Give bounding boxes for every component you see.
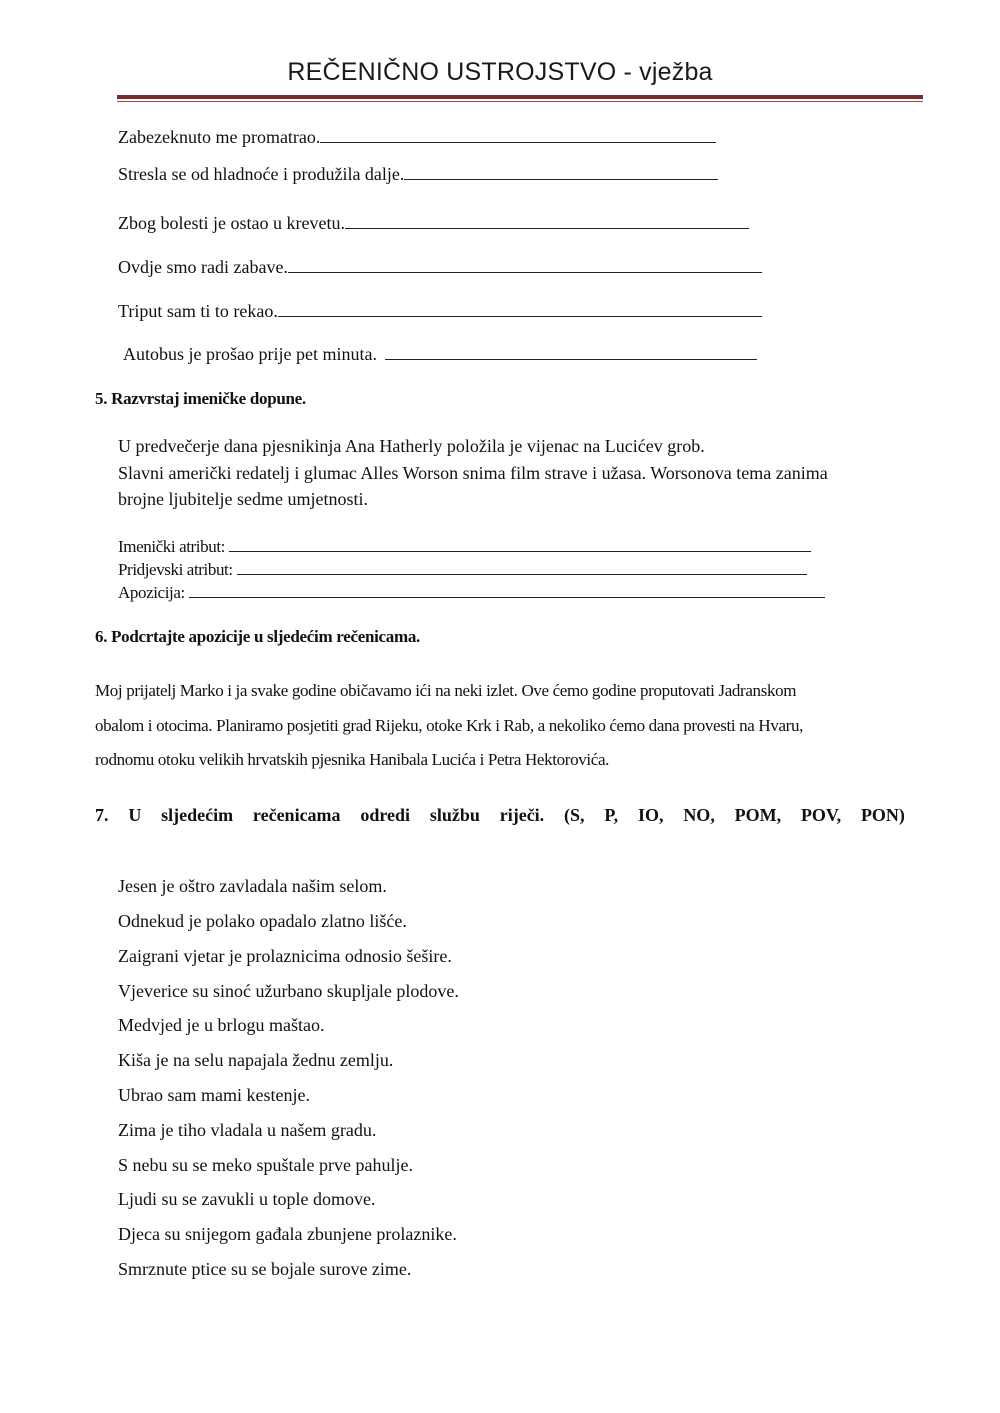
exercise-sentence: Autobus je prošao prije pet minuta. <box>123 344 377 364</box>
answer-line-pridjevski <box>118 558 807 581</box>
sentence: Vjeverice su sinoć užurbano skupljale plodove. <box>118 981 459 1001</box>
sentence: Smrznute ptice su se bojale surove zime. <box>118 1259 412 1279</box>
answer-label: Imenički atribut: <box>118 537 225 556</box>
exercise-sentence: Stresla se od hladnoće i produžila dalje. <box>118 164 405 184</box>
sentence: Odnekud je polako opadalo zlatno lišće. <box>118 911 407 931</box>
answer-blank[interactable] <box>278 300 762 317</box>
sentence: Jesen je oštro zavladala našim selom. <box>118 876 387 896</box>
heading-word: IO, <box>637 805 664 825</box>
text-line: rodnomu otoku velikih hrvatskih pjesnika Hanibala Lucića i Petra Hektorovića. <box>95 750 610 769</box>
heading-word: P, <box>604 805 619 825</box>
exercise-line <box>118 212 749 234</box>
title-rule <box>117 95 923 99</box>
section-5-text <box>118 433 928 513</box>
section-5-heading: 5. Razvrstaj imeničke dopune. <box>95 389 306 408</box>
heading-word: odredi <box>360 805 411 825</box>
title-rule-thin <box>117 101 923 102</box>
heading-word: POV, <box>800 805 842 825</box>
answer-blank[interactable] <box>320 126 716 143</box>
sentence: Zaigrani vjetar je prolaznicima odnosio šešire. <box>118 946 452 966</box>
section-6-heading: 6. Podcrtajte apozicije u sljedećim rečenicama. <box>95 627 420 646</box>
section-6-text <box>95 674 915 778</box>
answer-blank[interactable] <box>345 212 749 229</box>
heading-word: 7. <box>95 805 109 825</box>
exercise-line <box>118 256 762 278</box>
text-line: U predvečerje dana pjesnikinja Ana Hatherly položila je vijenac na Lucićev grob. <box>118 436 705 456</box>
text-line: Moj prijatelj Marko i ja svake godine običavamo ići na neki izlet. Ove ćemo godine proputovati Jadranskom <box>95 681 797 700</box>
exercise-sentence: Triput sam ti to rekao. <box>118 301 278 321</box>
exercise-line <box>118 300 762 322</box>
answer-blank[interactable] <box>385 343 757 360</box>
sentence: Djeca su snijegom gađala zbunjene prolaznike. <box>118 1224 457 1244</box>
sentence: Medvjed je u brlogu maštao. <box>118 1015 325 1035</box>
answer-line-imenicki <box>118 535 811 558</box>
page-title: REČENIČNO USTROJSTVO - vježba <box>287 58 713 86</box>
sentence: Ljudi su se zavukli u tople domove. <box>118 1189 376 1209</box>
exercise-line <box>118 163 718 185</box>
exercise-sentence: Zabezeknuto me promatrao. <box>118 127 321 147</box>
answer-blank[interactable] <box>229 535 811 552</box>
heading-word: rečenicama <box>252 805 341 825</box>
heading-word: službu <box>429 805 480 825</box>
exercise-sentence: Ovdje smo radi zabave. <box>118 257 288 277</box>
exercise-sentence: Zbog bolesti je ostao u krevetu. <box>118 213 345 233</box>
exercise-line <box>118 126 716 148</box>
answer-blank[interactable] <box>189 581 825 598</box>
heading-word: sljedećim <box>161 805 234 825</box>
answer-blank[interactable] <box>288 256 762 273</box>
heading-word: POM, <box>734 805 782 825</box>
text-line: obalom i otocima. Planiramo posjetiti grad Rijeku, otoke Krk i Rab, a nekoliko ćemo dana provesti na Hvaru, <box>95 715 804 735</box>
answer-line-apozicija <box>118 581 825 604</box>
sentence: Kiša je na selu napajala žednu zemlju. <box>118 1050 394 1070</box>
answer-label: Pridjevski atribut: <box>118 560 233 579</box>
heading-word: riječi. <box>499 805 545 825</box>
section-7-heading <box>95 805 905 826</box>
sentence: S nebu su se meko spuštale prve pahulje. <box>118 1155 413 1175</box>
heading-word: (S, <box>564 805 585 825</box>
sentence: Zima je tiho vladala u našem gradu. <box>118 1120 377 1140</box>
answer-blank[interactable] <box>404 163 718 180</box>
heading-word: NO, <box>683 805 715 825</box>
answer-label: Apozicija: <box>118 583 185 602</box>
text-line: Slavni američki redatelj i glumac Alles Worson snima film strave i užasa. Worsonova tema zanima <box>118 462 828 483</box>
exercise-line <box>123 343 757 365</box>
answer-blank[interactable] <box>237 558 807 575</box>
sentence: Ubrao sam mami kestenje. <box>118 1085 310 1105</box>
text-line: brojne ljubitelje sedme umjetnosti. <box>118 489 368 509</box>
heading-word: PON) <box>860 805 905 825</box>
heading-word: U <box>128 805 142 825</box>
